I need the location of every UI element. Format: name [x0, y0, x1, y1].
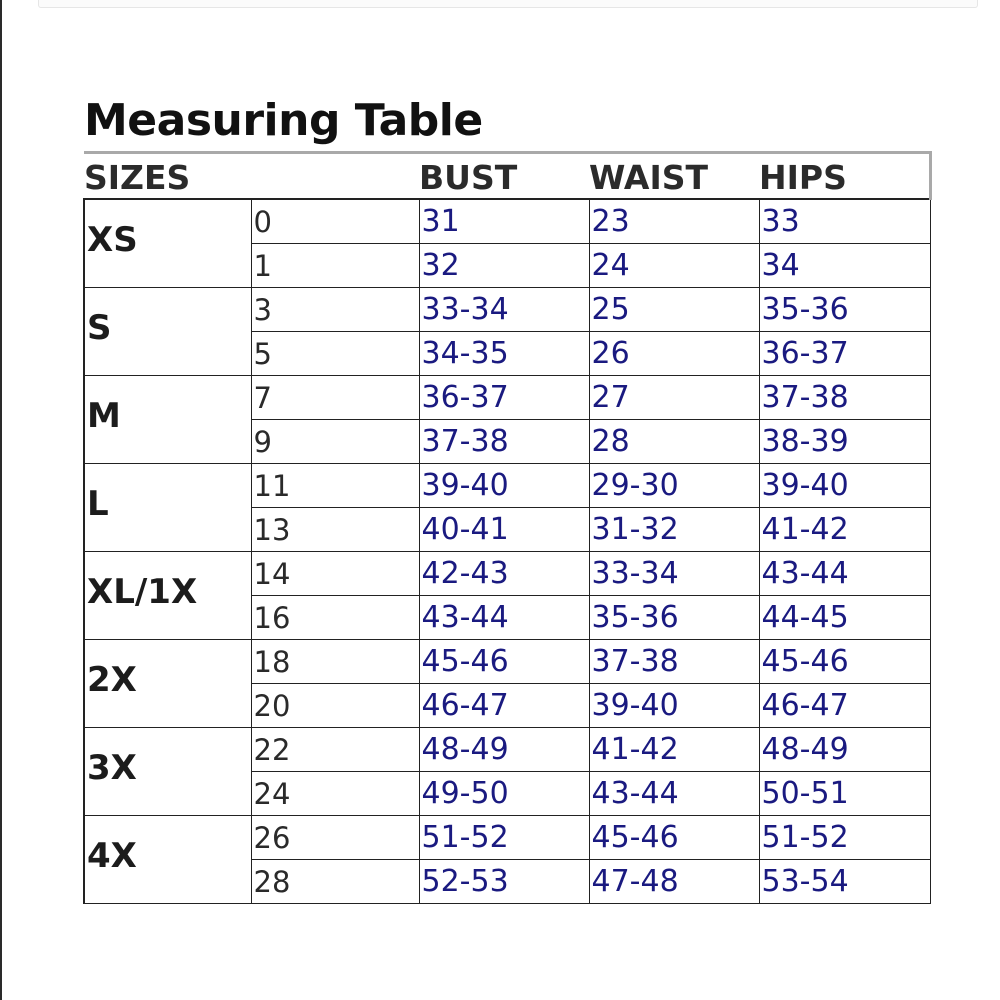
size-label: 4X: [84, 816, 251, 904]
header-bust: BUST: [419, 153, 589, 200]
hips-cell: 45-46: [759, 640, 930, 684]
size-number-cell: 5: [251, 332, 419, 376]
waist-cell: 26: [589, 332, 759, 376]
bust-cell: 32: [419, 244, 589, 288]
hips-cell: 38-39: [759, 420, 930, 464]
waist-cell: 47-48: [589, 860, 759, 904]
table-row: [84, 640, 930, 684]
size-number-cell: 9: [251, 420, 419, 464]
hips-cell: 34: [759, 244, 930, 288]
hips-cell: 35-36: [759, 288, 930, 332]
size-number-cell: 0: [251, 199, 419, 244]
bust-cell: 34-35: [419, 332, 589, 376]
size-label: XL/1X: [84, 552, 251, 640]
waist-cell: 29-30: [589, 464, 759, 508]
bust-cell: 48-49: [419, 728, 589, 772]
bust-cell: 49-50: [419, 772, 589, 816]
hips-cell: 53-54: [759, 860, 930, 904]
hips-cell: 39-40: [759, 464, 930, 508]
hips-cell: 51-52: [759, 816, 930, 860]
waist-cell: 35-36: [589, 596, 759, 640]
hips-cell: 50-51: [759, 772, 930, 816]
hips-cell: 33: [759, 199, 930, 244]
waist-cell: 39-40: [589, 684, 759, 728]
size-number-cell: 18: [251, 640, 419, 684]
size-label: L: [84, 464, 251, 552]
size-number-cell: 3: [251, 288, 419, 332]
waist-cell: 31-32: [589, 508, 759, 552]
waist-cell: 25: [589, 288, 759, 332]
size-label: XS: [84, 199, 251, 288]
size-label: 2X: [84, 640, 251, 728]
top-panel-edge: [38, 0, 978, 8]
waist-cell: 43-44: [589, 772, 759, 816]
bust-cell: 39-40: [419, 464, 589, 508]
table-body: [84, 199, 930, 904]
table-row: [84, 816, 930, 860]
size-number-cell: 11: [251, 464, 419, 508]
bust-cell: 40-41: [419, 508, 589, 552]
size-number-cell: 13: [251, 508, 419, 552]
table-row: [84, 288, 930, 332]
page-title: Measuring Table: [84, 95, 483, 146]
table-row: [84, 552, 930, 596]
waist-cell: 27: [589, 376, 759, 420]
size-number-cell: 1: [251, 244, 419, 288]
waist-cell: 41-42: [589, 728, 759, 772]
size-number-cell: 20: [251, 684, 419, 728]
table-row: [84, 464, 930, 508]
header-hips: HIPS: [759, 153, 930, 200]
waist-cell: 23: [589, 199, 759, 244]
size-number-cell: 28: [251, 860, 419, 904]
size-number-cell: 14: [251, 552, 419, 596]
table-row: [84, 199, 930, 244]
waist-cell: 45-46: [589, 816, 759, 860]
size-number-cell: 16: [251, 596, 419, 640]
size-number-cell: 7: [251, 376, 419, 420]
hips-cell: 36-37: [759, 332, 930, 376]
waist-cell: 33-34: [589, 552, 759, 596]
hips-cell: 41-42: [759, 508, 930, 552]
size-label: 3X: [84, 728, 251, 816]
waist-cell: 24: [589, 244, 759, 288]
window-left-border: [0, 0, 2, 1000]
hips-cell: 46-47: [759, 684, 930, 728]
header-sizes: SIZES: [84, 153, 251, 200]
hips-cell: 37-38: [759, 376, 930, 420]
size-label: M: [84, 376, 251, 464]
size-number-cell: 26: [251, 816, 419, 860]
size-number-cell: 24: [251, 772, 419, 816]
hips-cell: 44-45: [759, 596, 930, 640]
bust-cell: 37-38: [419, 420, 589, 464]
hips-cell: 48-49: [759, 728, 930, 772]
table-header-row: [84, 153, 930, 200]
bust-cell: 51-52: [419, 816, 589, 860]
waist-cell: 37-38: [589, 640, 759, 684]
table-row: [84, 728, 930, 772]
bust-cell: 45-46: [419, 640, 589, 684]
bust-cell: 46-47: [419, 684, 589, 728]
waist-cell: 28: [589, 420, 759, 464]
bust-cell: 33-34: [419, 288, 589, 332]
bust-cell: 43-44: [419, 596, 589, 640]
bust-cell: 31: [419, 199, 589, 244]
bust-cell: 42-43: [419, 552, 589, 596]
size-label: S: [84, 288, 251, 376]
header-blank: [251, 153, 419, 200]
bust-cell: 52-53: [419, 860, 589, 904]
table-row: [84, 376, 930, 420]
size-number-cell: 22: [251, 728, 419, 772]
measuring-table: [83, 151, 932, 904]
bust-cell: 36-37: [419, 376, 589, 420]
header-waist: WAIST: [589, 153, 759, 200]
hips-cell: 43-44: [759, 552, 930, 596]
